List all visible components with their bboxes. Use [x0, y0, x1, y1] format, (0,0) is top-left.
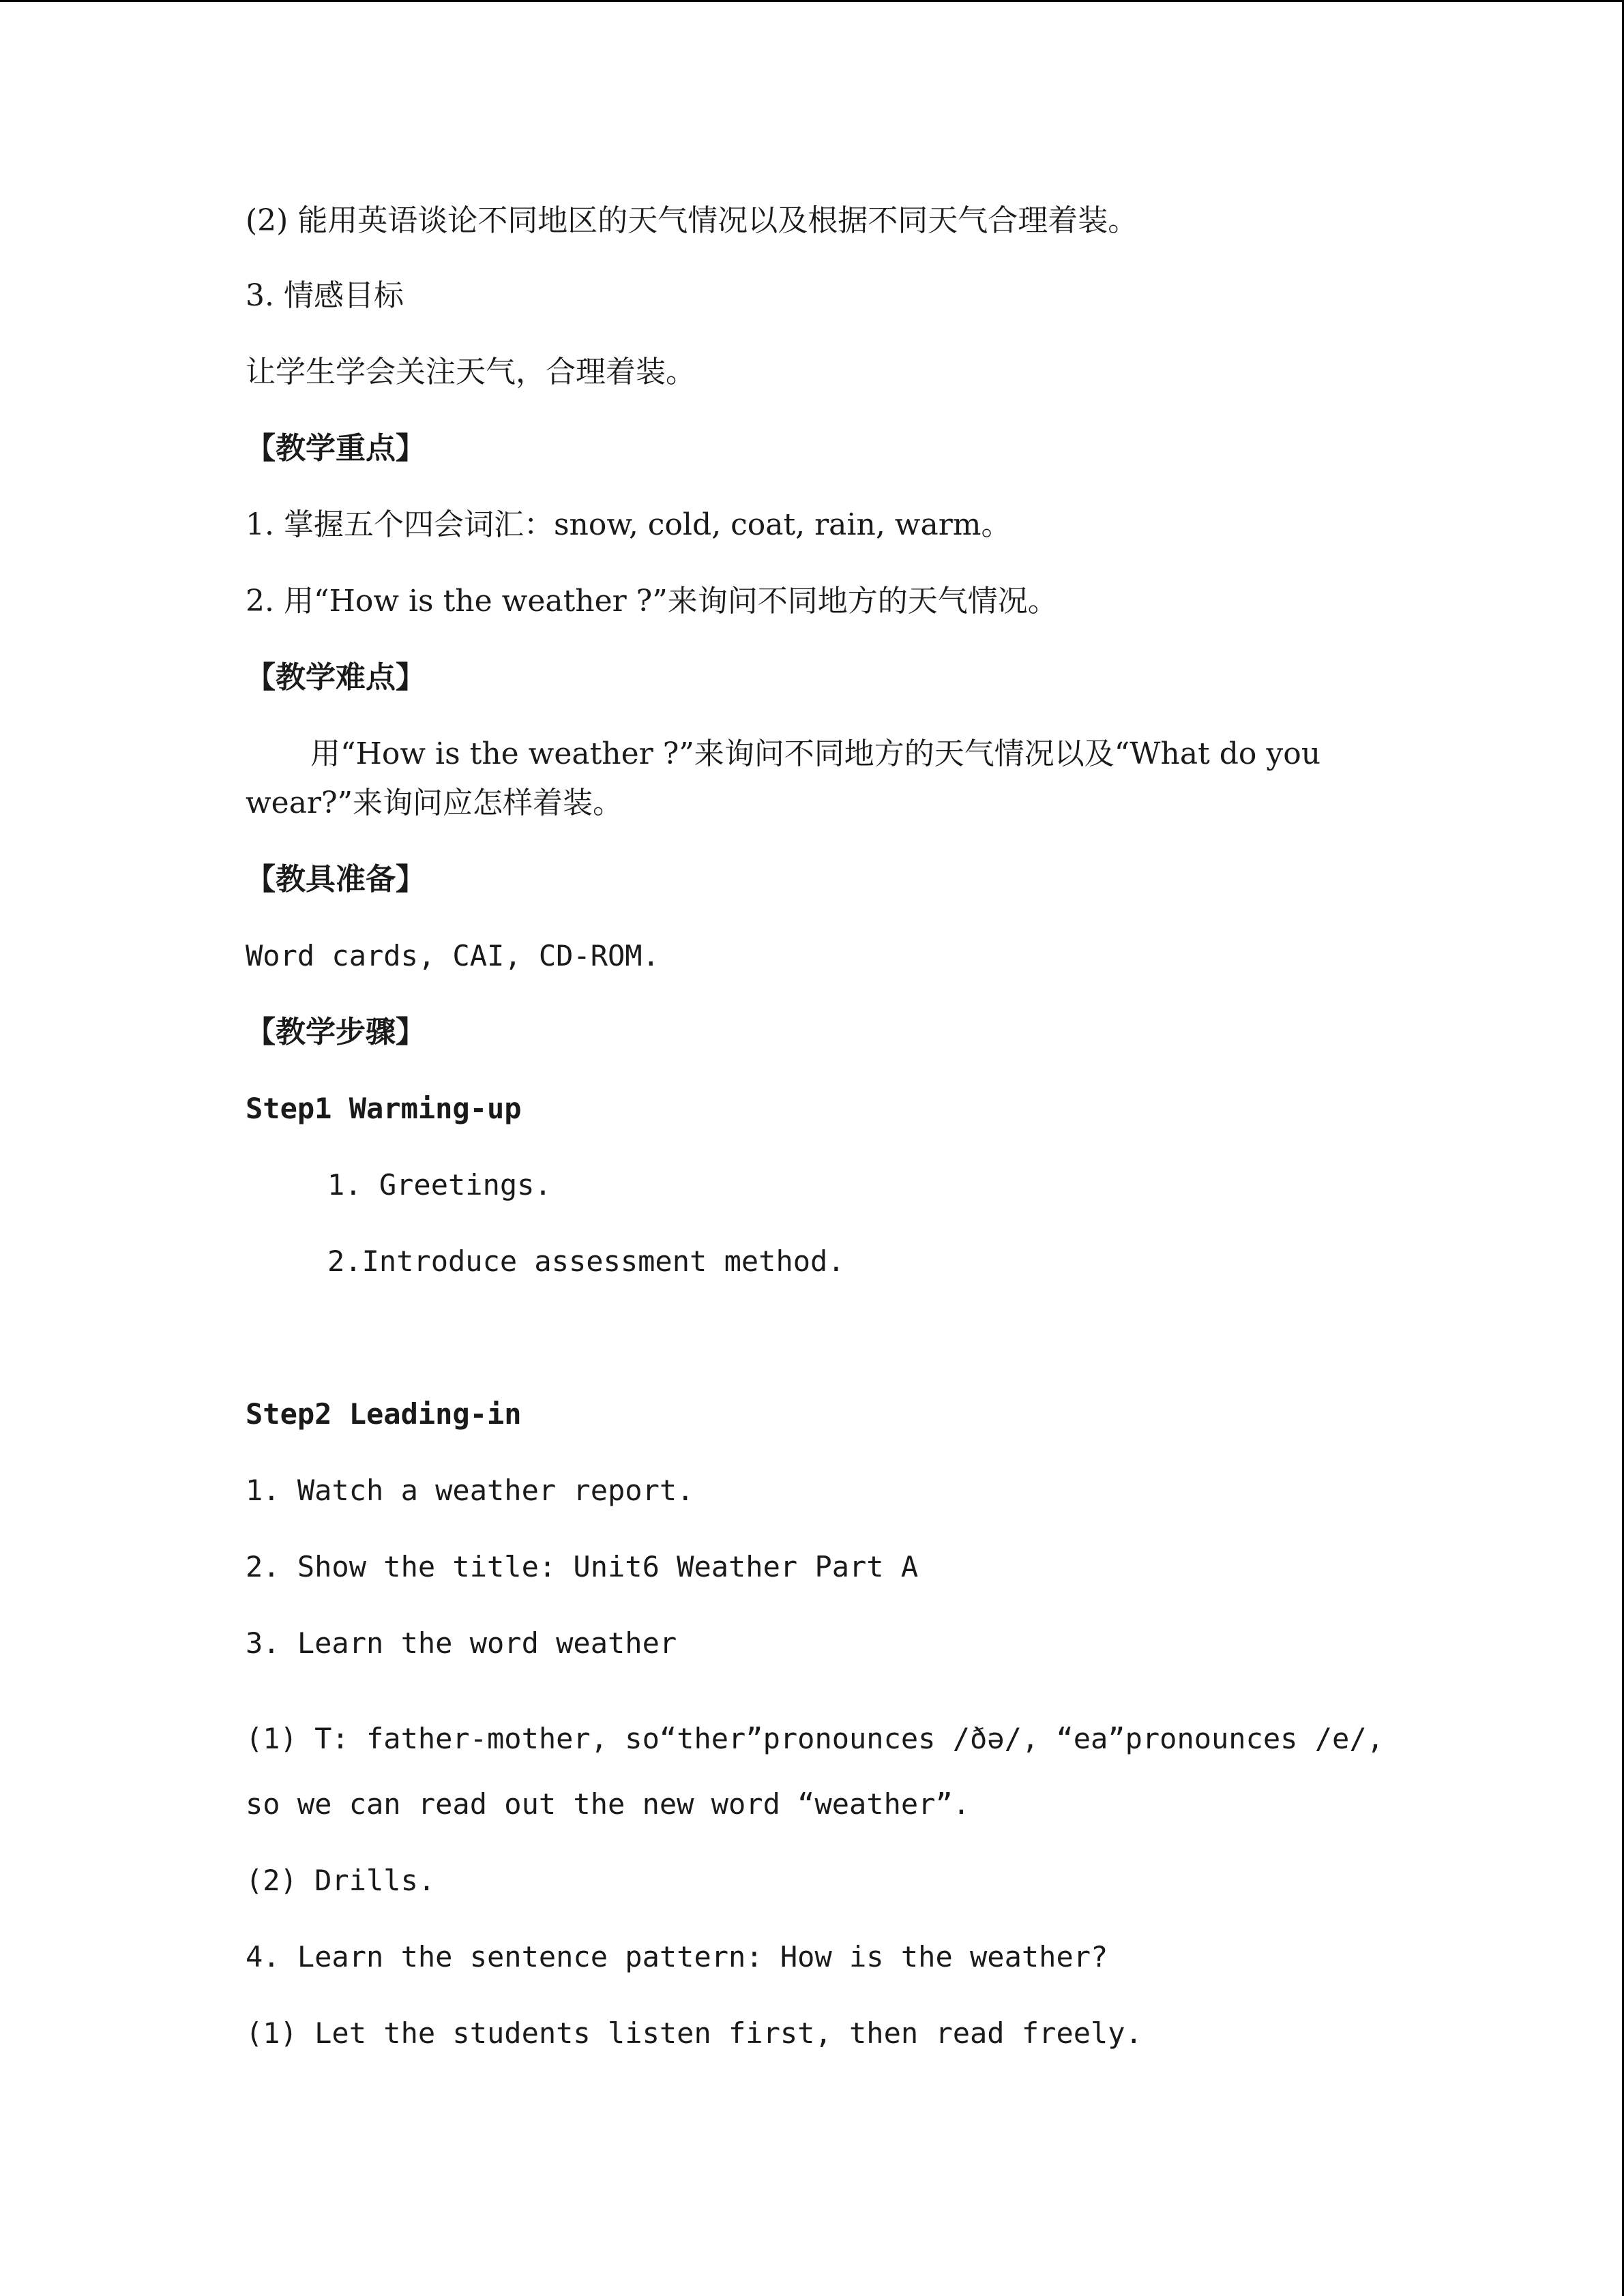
difficulties-heading: 【教学难点】 [246, 660, 426, 695]
step1-item: 2.Introduce assessment method. [327, 1244, 845, 1278]
page-top-border [0, 0, 1624, 2]
materials-heading: 【教具准备】 [246, 862, 426, 897]
difficulties-text-line-2: wear?”来询问应怎样着装。 [246, 786, 623, 820]
step2-title: Step2 Leading-in [246, 1397, 522, 1431]
materials-text: Word cards, CAI, CD-ROM. [246, 939, 660, 972]
teaching-steps-heading: 【教学步骤】 [246, 1015, 426, 1049]
key-point-item-1: 1. 掌握五个四会词汇：snow, cold, coat, rain, warm。 [246, 507, 1012, 542]
key-point-item-2: 2. 用“How is the weather ?”来询问不同地方的天气情况。 [246, 584, 1058, 618]
step2-item: (1) Let the students listen first, then read freely. [246, 2016, 1142, 2050]
step2-item: 1. Watch a weather report. [246, 1474, 694, 1507]
step2-item: (1) T: father-mother, so“ther”pronounces /ðə/, “ea”pronounces /e/, [246, 1722, 1384, 1755]
step1-title: Step1 Warming-up [246, 1092, 522, 1125]
section-heading-affective-goal: 3. 情感目标 [246, 278, 404, 313]
difficulties-text-line-1: 用“How is the weather ?”来询问不同地方的天气情况以及“What do you [310, 736, 1321, 771]
step2-item: (2) Drills. [246, 1864, 436, 1897]
step2-item: so we can read out the new word “weather”. [246, 1787, 971, 1821]
affective-goal-text: 让学生学会关注天气，合理着装。 [246, 355, 696, 389]
step2-item: 2. Show the title: Unit6 Weather Part A [246, 1550, 919, 1583]
step1-item: 1. Greetings. [327, 1168, 552, 1202]
step2-item: 3. Learn the word weather [246, 1626, 677, 1660]
objective-item-2: (2) 能用英语谈论不同地区的天气情况以及根据不同天气合理着装。 [246, 203, 1138, 238]
step2-item: 4. Learn the sentence pattern: How is the weather? [246, 1940, 1108, 1973]
key-points-heading: 【教学重点】 [246, 431, 426, 466]
